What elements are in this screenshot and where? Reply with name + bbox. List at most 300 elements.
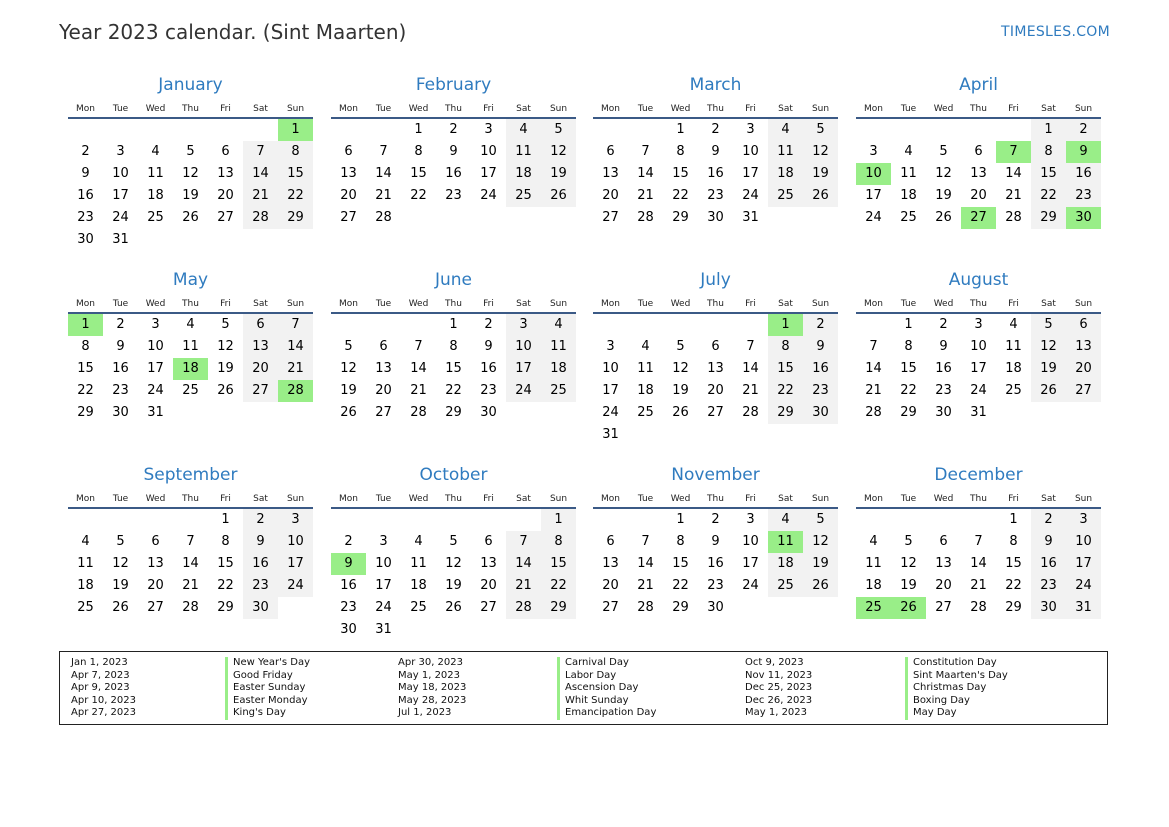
day-cell: 7 (278, 314, 313, 336)
empty-cell (173, 402, 208, 424)
empty-cell (768, 207, 803, 229)
day-cell: 20 (243, 358, 278, 380)
weekday-label: Thu (970, 104, 987, 114)
day-cell: 13 (217, 166, 234, 181)
day-cell: 12 (182, 166, 199, 181)
day-cell: 6 (221, 144, 230, 159)
weekday-label: Mon (339, 299, 358, 309)
day-cell: 10 (506, 336, 541, 358)
day-cell: 14 (742, 361, 759, 376)
day-cell: 24 (1066, 575, 1101, 597)
day-cell: 16 (480, 361, 497, 376)
empty-cell (1066, 402, 1101, 424)
day-cell: 7 (746, 339, 755, 354)
empty-cell (331, 314, 366, 336)
empty-cell (541, 207, 576, 229)
empty-cell (541, 619, 576, 641)
day-cell: 1 (904, 317, 913, 332)
day-cell: 4 (541, 314, 576, 336)
day-cell: 10 (742, 534, 759, 549)
weekday-label: Fri (220, 104, 231, 114)
empty-cell (628, 509, 663, 531)
holiday-date: Dec 25, 2023 (745, 682, 813, 693)
day-cell: 8 (676, 534, 685, 549)
holiday-name: Boxing Day (905, 695, 970, 708)
weekday-label: Sat (1041, 494, 1056, 504)
day-cell: 20 (375, 383, 392, 398)
month-name: February (415, 75, 492, 95)
day-cell: 24 (602, 405, 619, 420)
day-cell: 11 (147, 166, 164, 181)
day-cell: 23 (1066, 185, 1101, 207)
month-name: November (671, 465, 760, 485)
day-cell: 10 (375, 556, 392, 571)
empty-cell (436, 619, 471, 641)
day-cell: 28 (278, 380, 313, 402)
weekday-label: Fri (483, 104, 494, 114)
day-cell: 27 (375, 405, 392, 420)
day-cell: 12 (803, 141, 838, 163)
day-cell: 28 (865, 405, 882, 420)
day-cell: 3 (974, 317, 983, 332)
day-cell: 13 (340, 166, 357, 181)
day-cell: 28 (637, 600, 654, 615)
empty-cell (593, 119, 628, 141)
weekday-label: Sun (1074, 299, 1093, 309)
empty-cell (278, 402, 313, 424)
holiday-name: Easter Monday (225, 695, 308, 708)
day-cell: 11 (506, 141, 541, 163)
day-cell: 23 (803, 380, 838, 402)
holiday-date: May 1, 2023 (398, 669, 461, 681)
empty-cell (996, 119, 1031, 141)
weekday-label: Tue (637, 494, 654, 504)
day-cell: 23 (77, 210, 94, 225)
day-cell: 21 (243, 185, 278, 207)
day-cell: 20 (602, 578, 619, 593)
day-cell: 25 (77, 600, 94, 615)
day-cell: 5 (344, 339, 353, 354)
day-cell: 7 (974, 534, 983, 549)
day-grid (856, 314, 1101, 424)
weekday-label: Wed (670, 494, 691, 504)
weekday-label: Wed (408, 299, 429, 309)
weekday-label: Wed (933, 494, 954, 504)
day-cell: 21 (278, 358, 313, 380)
weekday-label: Tue (375, 494, 392, 504)
day-cell: 4 (869, 534, 878, 549)
month-name: September (143, 465, 238, 485)
empty-cell (208, 229, 243, 251)
empty-cell (243, 119, 278, 141)
day-cell: 22 (77, 383, 94, 398)
day-cell: 30 (707, 210, 724, 225)
day-cell: 9 (484, 339, 493, 354)
brand-link[interactable]: TIMESLES.COM (1001, 24, 1110, 40)
day-cell: 10 (278, 531, 313, 553)
day-cell: 4 (506, 119, 541, 141)
day-cell: 13 (375, 361, 392, 376)
day-cell: 6 (379, 339, 388, 354)
day-cell: 27 (480, 600, 497, 615)
day-cell: 4 (904, 144, 913, 159)
day-cell: 29 (672, 600, 689, 615)
day-cell: 22 (217, 578, 234, 593)
day-cell: 8 (449, 339, 458, 354)
day-cell: 17 (506, 358, 541, 380)
day-cell: 17 (112, 188, 129, 203)
day-cell: 26 (803, 185, 838, 207)
day-cell: 11 (410, 556, 427, 571)
day-cell: 28 (375, 210, 392, 225)
empty-cell (173, 229, 208, 251)
day-cell: 9 (449, 144, 458, 159)
day-cell: 25 (856, 597, 891, 619)
empty-cell (471, 619, 506, 641)
day-cell: 16 (445, 166, 462, 181)
month-february (331, 74, 576, 229)
day-cell: 17 (480, 166, 497, 181)
month-october (331, 464, 576, 641)
day-cell: 12 (340, 361, 357, 376)
day-cell: 3 (484, 122, 493, 137)
day-cell: 21 (1005, 188, 1022, 203)
month-name: August (948, 270, 1009, 290)
weekday-label: Wed (145, 494, 166, 504)
holiday-date: May 1, 2023 (745, 707, 808, 718)
day-cell: 22 (1005, 578, 1022, 593)
day-cell: 13 (602, 556, 619, 571)
day-cell: 30 (243, 597, 278, 619)
day-cell: 5 (449, 534, 458, 549)
day-cell: 22 (672, 578, 689, 593)
weekday-label: Mon (601, 299, 620, 309)
day-cell: 13 (147, 556, 164, 571)
day-cell: 23 (1031, 575, 1066, 597)
day-cell: 17 (742, 166, 759, 181)
day-cell: 9 (1031, 531, 1066, 553)
day-cell: 9 (81, 166, 90, 181)
empty-cell (891, 509, 926, 531)
month-name: April (959, 75, 998, 95)
day-cell: 23 (707, 188, 724, 203)
weekday-label: Mon (339, 494, 358, 504)
day-cell: 21 (970, 578, 987, 593)
day-cell: 15 (900, 361, 917, 376)
day-cell: 10 (970, 339, 987, 354)
day-cell: 18 (506, 163, 541, 185)
day-cell: 27 (602, 210, 619, 225)
day-cell: 8 (81, 339, 90, 354)
weekday-label: Fri (745, 494, 756, 504)
day-cell: 24 (506, 380, 541, 402)
empty-cell (401, 509, 436, 531)
day-cell: 7 (641, 534, 650, 549)
day-cell: 5 (116, 534, 125, 549)
holiday-name: Sint Maarten's Day (905, 670, 1008, 683)
month-september (68, 464, 313, 619)
weekday-header (68, 101, 313, 119)
weekday-label: Wed (670, 299, 691, 309)
empty-cell (471, 509, 506, 531)
day-cell: 5 (676, 339, 685, 354)
weekday-label: Thu (707, 299, 724, 309)
holiday-date: Apr 10, 2023 (71, 694, 137, 706)
holiday-name: New Year's Day (225, 657, 310, 670)
day-cell: 12 (541, 141, 576, 163)
day-cell: 12 (217, 339, 234, 354)
day-cell: 27 (340, 210, 357, 225)
weekday-label: Mon (76, 104, 95, 114)
empty-cell (891, 119, 926, 141)
month-january (68, 74, 313, 251)
holiday-name: Ascension Day (557, 682, 638, 695)
day-cell: 19 (672, 383, 689, 398)
day-cell: 16 (1066, 163, 1101, 185)
day-cell: 23 (707, 578, 724, 593)
empty-cell (698, 424, 733, 446)
weekday-label: Sun (286, 494, 305, 504)
day-cell: 7 (186, 534, 195, 549)
page-title: Year 2023 calendar. (Sint Maarten) (59, 20, 407, 44)
day-cell: 31 (1066, 597, 1101, 619)
day-cell: 10 (112, 166, 129, 181)
day-cell: 19 (935, 188, 952, 203)
day-cell: 30 (340, 622, 357, 637)
day-cell: 17 (375, 578, 392, 593)
day-cell: 22 (768, 380, 803, 402)
weekday-label: Sat (1041, 299, 1056, 309)
day-cell: 8 (1009, 534, 1018, 549)
weekday-header (593, 296, 838, 314)
empty-cell (803, 597, 838, 619)
holiday-date: Apr 9, 2023 (71, 682, 130, 693)
empty-cell (173, 509, 208, 531)
day-cell: 4 (1009, 317, 1018, 332)
day-cell: 23 (243, 575, 278, 597)
day-cell: 14 (970, 556, 987, 571)
empty-cell (961, 119, 996, 141)
day-cell: 3 (606, 339, 615, 354)
weekday-label: Thu (707, 494, 724, 504)
empty-cell (541, 402, 576, 424)
empty-cell (436, 207, 471, 229)
day-cell: 10 (856, 163, 891, 185)
weekday-label: Wed (408, 104, 429, 114)
day-cell: 29 (1031, 207, 1066, 229)
empty-cell (331, 509, 366, 531)
day-cell: 21 (637, 188, 654, 203)
empty-cell (768, 597, 803, 619)
day-cell: 11 (1005, 339, 1022, 354)
holiday-name: Constitution Day (905, 657, 997, 670)
weekday-label: Thu (707, 104, 724, 114)
weekday-label: Sun (286, 299, 305, 309)
weekday-label: Wed (670, 104, 691, 114)
day-cell: 14 (375, 166, 392, 181)
day-cell: 16 (707, 556, 724, 571)
day-cell: 31 (147, 405, 164, 420)
day-cell: 15 (1031, 163, 1066, 185)
month-march (593, 74, 838, 229)
day-cell: 3 (151, 317, 160, 332)
holiday-date: Oct 9, 2023 (745, 657, 804, 668)
day-cell: 19 (340, 383, 357, 398)
day-cell: 24 (865, 210, 882, 225)
day-cell: 16 (243, 553, 278, 575)
day-cell: 26 (340, 405, 357, 420)
day-cell: 29 (672, 210, 689, 225)
holiday-name: Emancipation Day (557, 707, 656, 720)
weekday-label: Thu (445, 299, 462, 309)
empty-cell (593, 509, 628, 531)
day-cell: 16 (77, 188, 94, 203)
empty-cell (768, 424, 803, 446)
day-cell: 3 (746, 122, 755, 137)
weekday-label: Tue (112, 104, 129, 114)
holiday-date: May 18, 2023 (398, 682, 467, 693)
weekday-header (331, 296, 576, 314)
day-cell: 30 (77, 232, 94, 247)
day-cell: 11 (77, 556, 94, 571)
weekday-label: Sat (778, 104, 793, 114)
day-cell: 18 (147, 188, 164, 203)
day-cell: 1 (221, 512, 230, 527)
day-cell: 16 (707, 166, 724, 181)
day-cell: 22 (541, 575, 576, 597)
day-cell: 18 (410, 578, 427, 593)
day-cell: 27 (147, 600, 164, 615)
day-cell: 5 (803, 509, 838, 531)
day-cell: 3 (278, 509, 313, 531)
day-cell: 25 (182, 383, 199, 398)
day-cell: 24 (375, 600, 392, 615)
day-cell: 15 (77, 361, 94, 376)
day-cell: 25 (768, 185, 803, 207)
day-cell: 17 (1066, 553, 1101, 575)
empty-cell (103, 509, 138, 531)
weekday-label: Tue (375, 104, 392, 114)
day-cell: 24 (970, 383, 987, 398)
day-cell: 17 (970, 361, 987, 376)
month-name: October (419, 465, 488, 485)
weekday-label: Fri (483, 299, 494, 309)
day-cell: 18 (768, 553, 803, 575)
day-cell: 10 (480, 144, 497, 159)
day-cell: 31 (112, 232, 129, 247)
holiday-date: Apr 27, 2023 (71, 707, 137, 718)
day-cell: 26 (541, 185, 576, 207)
day-cell: 1 (68, 314, 103, 336)
day-cell: 1 (414, 122, 423, 137)
day-cell: 1 (541, 509, 576, 531)
empty-cell (593, 314, 628, 336)
day-cell: 30 (1066, 207, 1101, 229)
day-cell: 1 (676, 512, 685, 527)
empty-cell (856, 119, 891, 141)
day-cell: 6 (606, 144, 615, 159)
empty-cell (366, 314, 401, 336)
day-cell: 24 (278, 575, 313, 597)
empty-cell (628, 424, 663, 446)
empty-cell (996, 402, 1031, 424)
day-cell: 1 (278, 119, 313, 141)
holiday-date: Jan 1, 2023 (71, 657, 128, 668)
day-cell: 23 (445, 188, 462, 203)
weekday-label: Sun (549, 299, 568, 309)
holiday-name: Easter Sunday (225, 682, 305, 695)
weekday-header (593, 491, 838, 509)
empty-cell (103, 119, 138, 141)
month-name: December (934, 465, 1023, 485)
day-cell: 3 (869, 144, 878, 159)
day-cell: 13 (602, 166, 619, 181)
day-cell: 11 (900, 166, 917, 181)
day-cell: 29 (77, 405, 94, 420)
day-cell: 27 (602, 600, 619, 615)
empty-cell (401, 619, 436, 641)
day-cell: 18 (77, 578, 94, 593)
weekday-label: Sun (549, 494, 568, 504)
weekday-label: Tue (112, 299, 129, 309)
day-cell: 26 (182, 210, 199, 225)
day-cell: 26 (803, 575, 838, 597)
day-cell: 18 (541, 358, 576, 380)
day-cell: 16 (935, 361, 952, 376)
empty-cell (856, 509, 891, 531)
day-cell: 16 (803, 358, 838, 380)
day-cell: 29 (278, 207, 313, 229)
day-cell: 13 (480, 556, 497, 571)
weekday-label: Tue (900, 494, 917, 504)
empty-cell (733, 597, 768, 619)
day-cell: 11 (865, 556, 882, 571)
empty-cell (926, 119, 961, 141)
day-cell: 2 (484, 317, 493, 332)
empty-cell (366, 119, 401, 141)
month-may (68, 269, 313, 424)
weekday-label: Sun (286, 104, 305, 114)
empty-cell (331, 119, 366, 141)
month-name: June (434, 270, 473, 290)
day-cell: 15 (410, 166, 427, 181)
day-cell: 8 (1031, 141, 1066, 163)
empty-cell (436, 509, 471, 531)
day-cell: 30 (803, 402, 838, 424)
day-cell: 31 (742, 210, 759, 225)
day-cell: 30 (112, 405, 129, 420)
day-cell: 25 (637, 405, 654, 420)
empty-cell (138, 509, 173, 531)
weekday-label: Mon (864, 494, 883, 504)
weekday-header (68, 491, 313, 509)
day-cell: 8 (221, 534, 230, 549)
day-cell: 9 (331, 553, 366, 575)
empty-cell (68, 509, 103, 531)
day-cell: 21 (742, 383, 759, 398)
day-grid (593, 314, 838, 446)
day-cell: 3 (379, 534, 388, 549)
weekday-label: Sat (253, 494, 268, 504)
day-cell: 14 (243, 163, 278, 185)
day-cell: 12 (935, 166, 952, 181)
day-cell: 6 (484, 534, 493, 549)
day-cell: 28 (637, 210, 654, 225)
day-grid (68, 509, 313, 619)
day-cell: 10 (147, 339, 164, 354)
empty-cell (278, 229, 313, 251)
day-cell: 1 (449, 317, 458, 332)
